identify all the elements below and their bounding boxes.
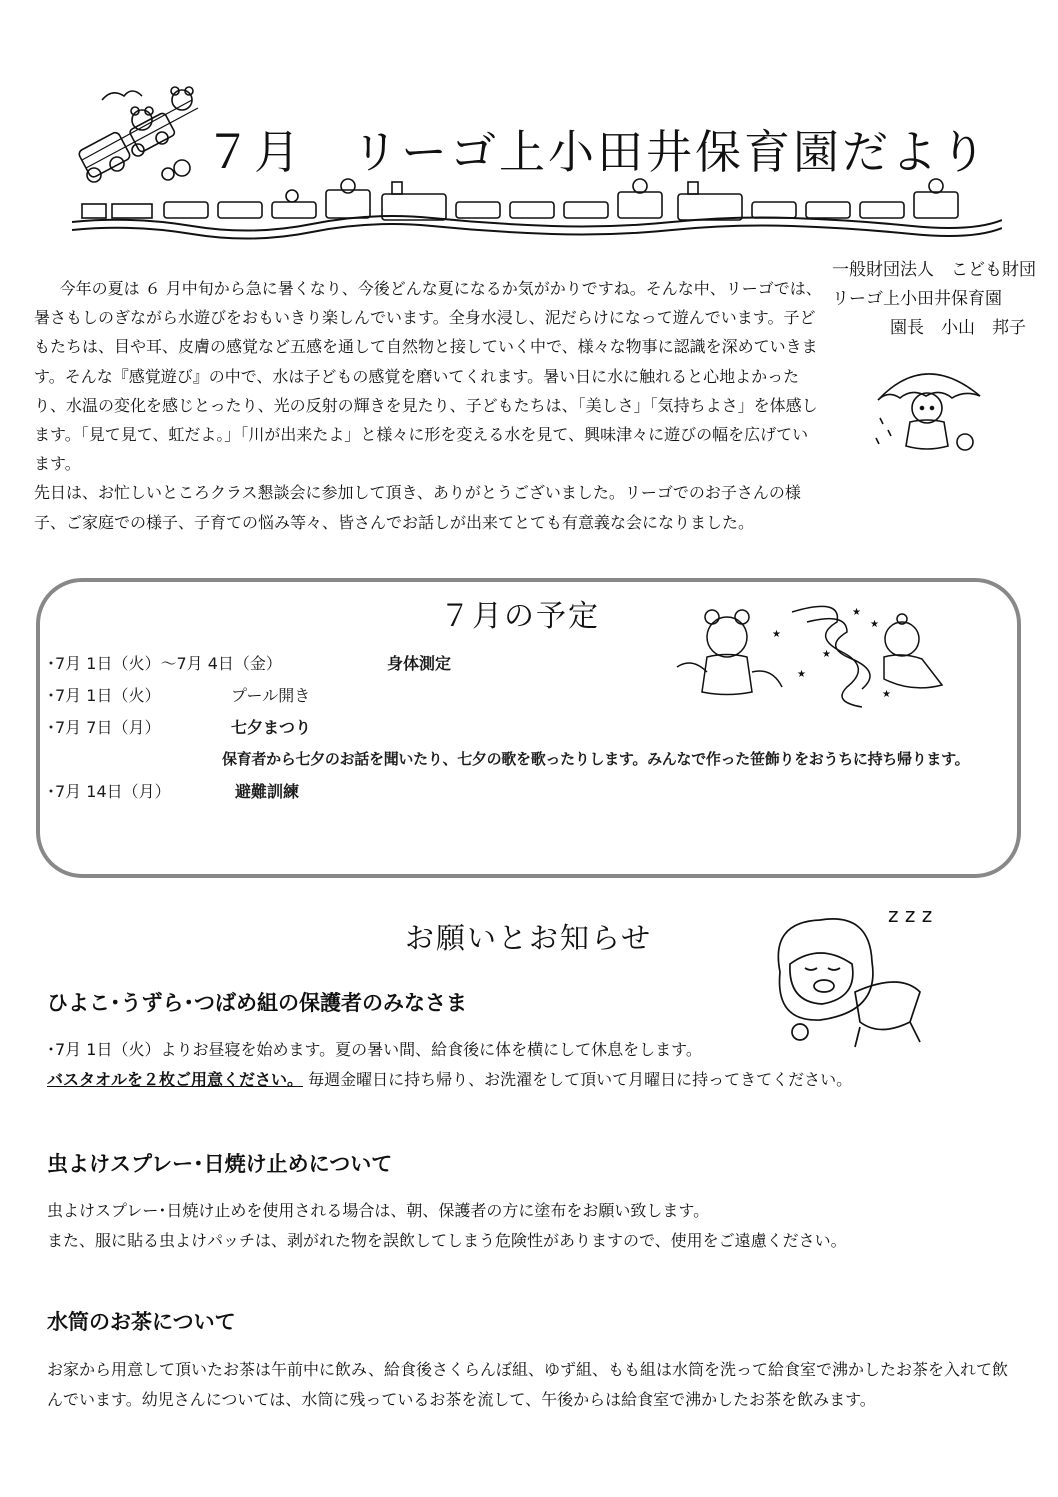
schedule-item xyxy=(47,683,310,706)
organization-corp: 一般財団法人 こども財団 xyxy=(832,260,1036,280)
schedule-event: プール開き xyxy=(231,686,311,705)
schedule-event: 七夕まつり xyxy=(231,718,312,737)
notice-heading-nap: ひよこ･うずら･つばめ組の保護者のみなさま xyxy=(47,991,467,1015)
notice-heading-bug-spray: 虫よけスプレー･日焼け止めについて xyxy=(47,1152,393,1176)
svg-text:★: ★ xyxy=(852,607,861,618)
notice-nap-bold: バスタオルを２枚ご用意ください。 xyxy=(47,1070,304,1089)
page-title: ７月 リーゴ上小田井保育園だより xyxy=(205,125,989,179)
svg-text:★: ★ xyxy=(822,649,831,660)
organization-info xyxy=(832,256,1036,343)
sleeping-lion-illustration xyxy=(760,902,950,1057)
schedule-date: ･7月 1日（火） xyxy=(47,686,161,705)
notice-body-nap xyxy=(47,1035,867,1095)
schedule-item xyxy=(47,715,311,738)
train-illustration xyxy=(72,80,212,190)
notice-body-bug-spray xyxy=(47,1196,947,1256)
notice-bug-line2: また、服に貼る虫よけパッチは、剥がれた物を誤飲してしまう危険性がありますので、使用をご遠慮ください。 xyxy=(47,1231,847,1250)
svg-text:★: ★ xyxy=(882,689,891,700)
schedule-detail: 保育者から七夕のお話を聞いたり、七夕の歌を歌ったりします。みんなで作った笹飾りをおうちに持ち帰ります。 xyxy=(222,750,970,768)
schedule-event: 身体測定 xyxy=(387,654,452,673)
svg-text:★: ★ xyxy=(772,629,781,640)
svg-text:★: ★ xyxy=(870,619,879,630)
intro-paragraph-2: 先日は、お忙しいところクラス懇談会に参加して頂き、ありがとうございました。リーゴでのお子さんの様子、ご家庭での様子、子育ての悩み等々、皆さんでお話しが出来てとても有意義な会になりました。 xyxy=(34,483,801,532)
schedule-date: ･7月 14日（月） xyxy=(47,782,171,801)
schedule-item xyxy=(47,651,451,674)
schedule-event: 避難訓練 xyxy=(235,782,300,801)
schedule-item xyxy=(47,779,299,802)
svg-text:★: ★ xyxy=(797,669,806,680)
schedule-date: ･7月 1日（火）～7月 4日（金） xyxy=(47,654,282,673)
girl-umbrella-illustration xyxy=(870,360,985,460)
organization-school: リーゴ上小田井保育園 xyxy=(832,289,1002,309)
tanabata-illustration xyxy=(672,597,957,712)
schedule-date: ･7月 7日（月） xyxy=(47,718,161,737)
notice-bug-line1: 虫よけスプレー･日焼け止めを使用される場合は、朝、保護者の方に塗布をお願い致します。 xyxy=(47,1201,710,1220)
train-border-illustration xyxy=(72,178,1002,240)
notice-nap-line1: ･7月 1日（火）よりお昼寝を始めます。夏の暑い間、給食後に体を横にして休息をします。 xyxy=(47,1040,702,1059)
notice-nap-line2: 毎週金曜日に持ち帰り、お洗濯をして頂いて月曜日に持ってきてください。 xyxy=(308,1070,853,1089)
schedule-title: ７月の予定 xyxy=(440,599,600,634)
intro-text xyxy=(34,274,824,537)
zzz-text: z z z xyxy=(888,903,933,927)
notices-title: お願いとお知らせ xyxy=(405,921,653,955)
notice-body-tea: お家から用意して頂いたお茶は午前中に飲み、給食後さくらんぼ組、ゆず組、もも組は水筒を洗って給食室で沸かしたお茶を入れて飲んでいます。幼児さんについては、水筒に残っているお茶を流して、午後からは給食室で沸かしたお茶を飲みます。 xyxy=(47,1360,1008,1409)
notice-heading-tea: 水筒のお茶について xyxy=(47,1310,236,1334)
organization-principal: 園長 小山 邦子 xyxy=(890,318,1026,338)
intro-paragraph-1: 今年の夏は ６ 月中旬から急に暑くなり、今後どんな夏になるか気がかりですね。そんな中、リーゴでは、暑さもしのぎながら水遊びをおもいきり楽しんでいます。全身水浸し、泥だらけになって遊んでいます。子どもたちは、目や耳、皮膚の感覚など五感を通して自然物と接していく中で、様々な物事に認識を深めていきます。そんな『感覚遊び』の中で、水は子どもの感覚を磨いてくれます。暑い日に水に触れると心地よかったり、水温の変化を感じとったり、光の反射の輝きを見たり、子どもたちは、「美しさ」「気持ちよさ」を体感します。「見て見て、虹だよ。」「川が出来たよ」と様々に形を変える水を見て、興味津々に遊びの幅を広げています。 xyxy=(34,279,822,474)
